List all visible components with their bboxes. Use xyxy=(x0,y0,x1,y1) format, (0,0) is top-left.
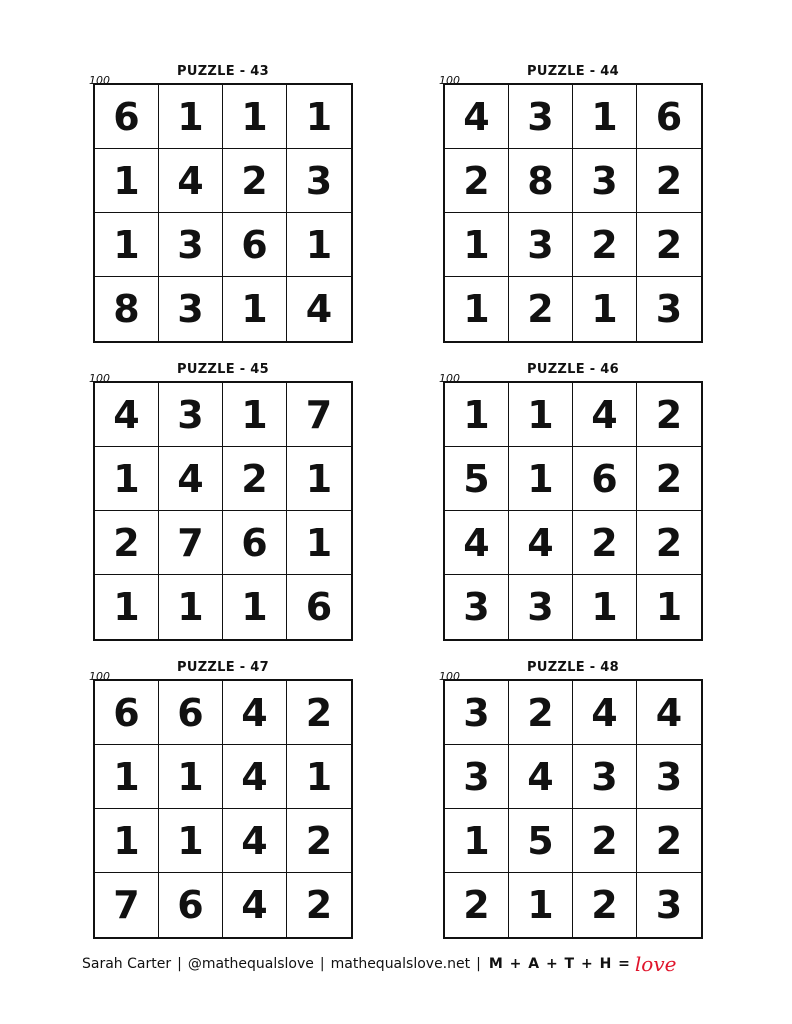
grid-cell: 6 xyxy=(223,511,287,575)
grid-cell: 1 xyxy=(509,873,573,937)
grid-cell: 2 xyxy=(573,511,637,575)
grid-cell: 1 xyxy=(287,213,351,277)
puzzle-grid xyxy=(93,83,353,343)
grid-cell: 3 xyxy=(637,745,701,809)
grid-cell: 4 xyxy=(573,383,637,447)
puzzle-grid xyxy=(93,381,353,641)
grid-cell: 4 xyxy=(223,873,287,937)
grid-cell: 3 xyxy=(287,149,351,213)
grid-cell: 2 xyxy=(95,511,159,575)
grid-cell: 1 xyxy=(287,511,351,575)
grid-cell: 4 xyxy=(509,511,573,575)
grid-cell: 2 xyxy=(445,149,509,213)
grid-cell: 6 xyxy=(95,85,159,149)
grid-cell: 6 xyxy=(637,85,701,149)
grid-cell: 1 xyxy=(95,149,159,213)
grid-cell: 2 xyxy=(637,511,701,575)
footer-separator: | xyxy=(177,956,182,972)
grid-cell: 1 xyxy=(445,383,509,447)
grid-cell: 3 xyxy=(655,287,683,331)
grid-cell: 1 xyxy=(95,447,159,511)
grid-cell: 4 xyxy=(95,383,159,447)
math-formula: M + A + T + H = xyxy=(488,956,631,972)
grid-cell: 4 xyxy=(223,809,287,873)
grid-cell: 3 xyxy=(445,575,509,639)
grid-cell: 1 xyxy=(573,575,637,639)
grid-cell: 1 xyxy=(159,745,223,809)
grid-cell: 1 xyxy=(95,745,159,809)
grid-cell: 1 xyxy=(573,85,637,149)
footer xyxy=(82,952,742,976)
grid-cell: 2 xyxy=(637,809,701,873)
grid-cell: 7 xyxy=(95,873,159,937)
puzzle-grid xyxy=(443,679,703,939)
grid-cell: 4 xyxy=(305,287,333,331)
puzzle-grid xyxy=(93,679,353,939)
grid-cell: 3 xyxy=(655,883,683,927)
grid-cell: 1 xyxy=(287,447,351,511)
grid-cell: 5 xyxy=(445,447,509,511)
grid-cell: 1 xyxy=(159,575,223,639)
grid-cell: 1 xyxy=(159,85,223,149)
grid-cell: 2 xyxy=(445,873,509,937)
grid-cell: 6 xyxy=(305,585,333,629)
grid-cell: 3 xyxy=(509,575,573,639)
grid-cell: 1 xyxy=(95,575,159,639)
grid-cell: 2 xyxy=(637,383,701,447)
footer-separator: | xyxy=(476,956,481,972)
grid-cell: 3 xyxy=(159,213,223,277)
grid-cell: 2 xyxy=(287,809,351,873)
grid-cell: 2 xyxy=(509,681,573,745)
puzzle-target: 100 xyxy=(439,372,460,385)
puzzle-target: 100 xyxy=(89,372,110,385)
grid-cell: 2 xyxy=(573,213,637,277)
grid-cell: 3 xyxy=(573,745,637,809)
grid-cell: 2 xyxy=(573,809,637,873)
grid-cell: 3 xyxy=(159,383,223,447)
grid-cell: 1 xyxy=(159,809,223,873)
grid-cell: 8 xyxy=(95,277,159,341)
grid-cell: 7 xyxy=(287,383,351,447)
puzzle-target: 100 xyxy=(89,670,110,683)
footer-separator: | xyxy=(319,956,325,972)
puzzle-target: 100 xyxy=(439,670,460,683)
grid-cell: 6 xyxy=(95,681,159,745)
grid-cell: 4 xyxy=(445,85,509,149)
grid-cell: 5 xyxy=(509,809,573,873)
grid-cell: 1 xyxy=(573,277,637,341)
grid-cell: 1 xyxy=(287,745,351,809)
grid-cell: 1 xyxy=(445,213,509,277)
grid-cell: 4 xyxy=(573,681,637,745)
grid-cell: 3 xyxy=(445,745,509,809)
grid-cell: 1 xyxy=(445,809,509,873)
grid-cell: 1 xyxy=(95,809,159,873)
grid-cell: 3 xyxy=(159,277,223,341)
grid-cell: 2 xyxy=(305,883,333,927)
grid-cell: 4 xyxy=(223,681,287,745)
grid-cell: 2 xyxy=(573,873,637,937)
grid-cell: 3 xyxy=(573,149,637,213)
grid-cell: 1 xyxy=(223,85,287,149)
website-link[interactable]: mathequalslove.net xyxy=(330,956,471,972)
grid-cell: 1 xyxy=(223,383,287,447)
puzzle-title: PUZZLE - 44 xyxy=(527,64,619,79)
grid-cell: 1 xyxy=(95,213,159,277)
puzzle-target: 100 xyxy=(89,74,110,87)
puzzle-target: 100 xyxy=(439,74,460,87)
author-name: Sarah Carter xyxy=(82,956,172,972)
puzzle-title: PUZZLE - 48 xyxy=(527,660,619,675)
grid-cell: 6 xyxy=(159,681,223,745)
grid-cell: 3 xyxy=(445,681,509,745)
grid-cell: 2 xyxy=(637,149,701,213)
puzzle-title: PUZZLE - 47 xyxy=(177,660,269,675)
puzzle-title: PUZZLE - 46 xyxy=(527,362,619,377)
puzzle-grid xyxy=(443,381,703,641)
grid-cell: 2 xyxy=(223,447,287,511)
grid-cell: 1 xyxy=(445,277,509,341)
grid-cell: 4 xyxy=(159,149,223,213)
grid-cell: 2 xyxy=(509,277,573,341)
grid-cell: 6 xyxy=(159,873,223,937)
grid-cell: 4 xyxy=(223,745,287,809)
grid-cell: 1 xyxy=(223,277,287,341)
grid-cell: 2 xyxy=(223,149,287,213)
grid-cell: 4 xyxy=(159,447,223,511)
grid-cell: 2 xyxy=(637,447,701,511)
grid-cell: 3 xyxy=(509,213,573,277)
grid-cell: 4 xyxy=(445,511,509,575)
love-script-logo: love xyxy=(634,952,677,976)
grid-cell: 1 xyxy=(509,383,573,447)
grid-cell: 8 xyxy=(509,149,573,213)
social-handle: @mathequalslove xyxy=(187,956,314,972)
puzzle-grid xyxy=(443,83,703,343)
grid-cell: 6 xyxy=(573,447,637,511)
grid-cell: 6 xyxy=(223,213,287,277)
grid-cell: 7 xyxy=(159,511,223,575)
grid-cell: 1 xyxy=(655,585,683,629)
grid-cell: 4 xyxy=(509,745,573,809)
puzzle-title: PUZZLE - 45 xyxy=(177,362,269,377)
grid-cell: 2 xyxy=(637,213,701,277)
grid-cell: 1 xyxy=(509,447,573,511)
puzzle-title: PUZZLE - 43 xyxy=(177,64,269,79)
grid-cell: 2 xyxy=(287,681,351,745)
grid-cell: 1 xyxy=(223,575,287,639)
grid-cell: 4 xyxy=(637,681,701,745)
grid-cell: 1 xyxy=(287,85,351,149)
grid-cell: 3 xyxy=(509,85,573,149)
